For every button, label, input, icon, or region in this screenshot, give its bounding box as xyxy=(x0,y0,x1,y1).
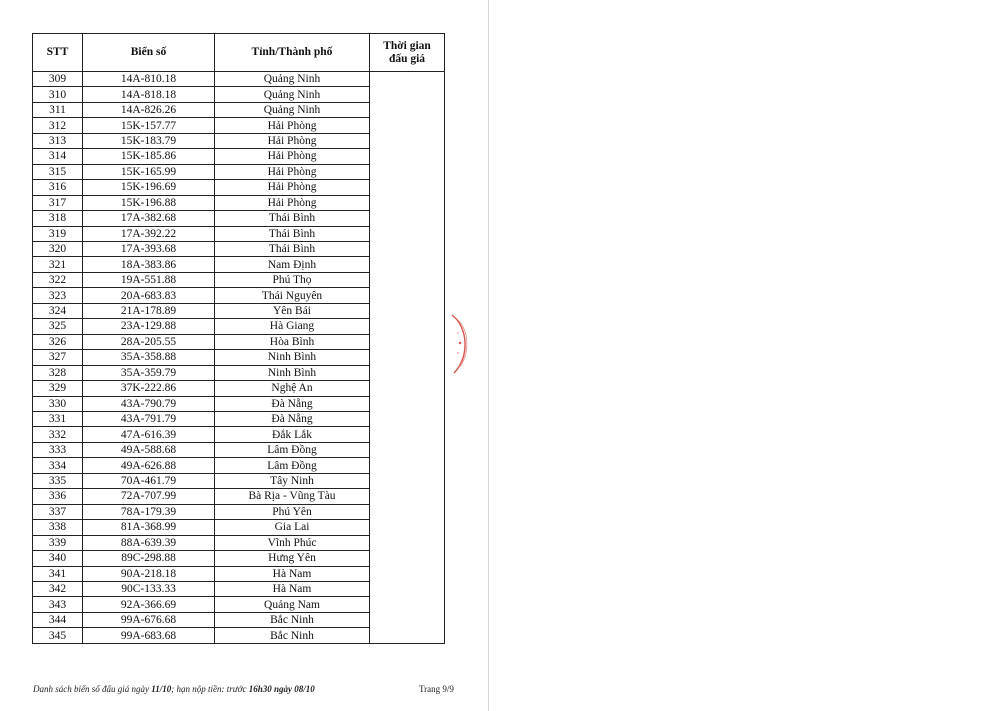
cell-stt: 327 xyxy=(33,350,83,365)
cell-auction-time xyxy=(370,241,445,256)
cell-stt: 325 xyxy=(33,319,83,334)
cell-plate: 49A-626.88 xyxy=(83,458,215,473)
cell-plate: 78A-179.39 xyxy=(83,504,215,519)
table-row xyxy=(33,442,445,457)
footer-note xyxy=(33,684,315,694)
cell-plate: 49A-588.68 xyxy=(83,442,215,457)
cell-stt: 329 xyxy=(33,381,83,396)
cell-plate: 81A-368.99 xyxy=(83,520,215,535)
cell-auction-time xyxy=(370,628,445,643)
cell-province: Quảng Ninh xyxy=(215,87,370,102)
cell-province: Hà Nam xyxy=(215,566,370,581)
footer-text-1: Danh sách biển số đấu giá ngày xyxy=(33,684,152,694)
cell-province: Hưng Yên xyxy=(215,551,370,566)
cell-auction-time xyxy=(370,551,445,566)
table-row xyxy=(33,118,445,133)
cell-province: Đà Nẵng xyxy=(215,411,370,426)
cell-plate: 70A-461.79 xyxy=(83,473,215,488)
cell-plate: 90A-218.18 xyxy=(83,566,215,581)
cell-plate: 89C-298.88 xyxy=(83,551,215,566)
cell-province: Ninh Bình xyxy=(215,365,370,380)
cell-auction-time xyxy=(370,303,445,318)
cell-province: Hà Nam xyxy=(215,581,370,596)
table-row xyxy=(33,288,445,303)
cell-stt: 334 xyxy=(33,458,83,473)
cell-auction-time xyxy=(370,581,445,596)
cell-plate: 99A-676.68 xyxy=(83,612,215,627)
cell-auction-time xyxy=(370,118,445,133)
header-stt: STT xyxy=(33,34,83,72)
cell-province: Hà Giang xyxy=(215,319,370,334)
cell-auction-time xyxy=(370,72,445,87)
cell-stt: 345 xyxy=(33,628,83,643)
table-row xyxy=(33,628,445,643)
header-time-line1: Thời gian xyxy=(383,39,431,52)
cell-stt: 313 xyxy=(33,133,83,148)
cell-stt: 317 xyxy=(33,195,83,210)
cell-province: Đắk Lắk xyxy=(215,427,370,442)
cell-province: Bắc Ninh xyxy=(215,628,370,643)
table-row xyxy=(33,226,445,241)
cell-stt: 337 xyxy=(33,504,83,519)
cell-province: Gia Lai xyxy=(215,520,370,535)
cell-stt: 321 xyxy=(33,257,83,272)
header-province: Tỉnh/Thành phố xyxy=(215,34,370,72)
red-seal-stamp-icon xyxy=(448,313,470,375)
cell-auction-time xyxy=(370,149,445,164)
cell-province: Nghệ An xyxy=(215,381,370,396)
cell-plate: 15K-165.99 xyxy=(83,164,215,179)
cell-plate: 23A-129.88 xyxy=(83,319,215,334)
table-row xyxy=(33,133,445,148)
table-row xyxy=(33,520,445,535)
table-row xyxy=(33,334,445,349)
cell-province: Quảng Ninh xyxy=(215,72,370,87)
cell-province: Hải Phòng xyxy=(215,180,370,195)
cell-auction-time xyxy=(370,520,445,535)
cell-plate: 47A-616.39 xyxy=(83,427,215,442)
cell-stt: 333 xyxy=(33,442,83,457)
cell-stt: 310 xyxy=(33,87,83,102)
table-row xyxy=(33,551,445,566)
table-row xyxy=(33,427,445,442)
table-row xyxy=(33,241,445,256)
cell-stt: 330 xyxy=(33,396,83,411)
cell-province: Tây Ninh xyxy=(215,473,370,488)
cell-province: Hòa Bình xyxy=(215,334,370,349)
table-header-row xyxy=(33,34,445,72)
table-row xyxy=(33,489,445,504)
cell-plate: 18A-383.86 xyxy=(83,257,215,272)
cell-province: Phú Yên xyxy=(215,504,370,519)
cell-province: Quảng Ninh xyxy=(215,102,370,117)
table-row xyxy=(33,303,445,318)
cell-stt: 320 xyxy=(33,241,83,256)
cell-plate: 43A-791.79 xyxy=(83,411,215,426)
table-row xyxy=(33,381,445,396)
table-row xyxy=(33,180,445,195)
table-row xyxy=(33,257,445,272)
cell-province: Lâm Đồng xyxy=(215,442,370,457)
cell-stt: 336 xyxy=(33,489,83,504)
cell-province: Đà Nẵng xyxy=(215,396,370,411)
cell-plate: 21A-178.89 xyxy=(83,303,215,318)
cell-auction-time xyxy=(370,226,445,241)
cell-stt: 309 xyxy=(33,72,83,87)
cell-stt: 314 xyxy=(33,149,83,164)
table-row xyxy=(33,535,445,550)
cell-stt: 316 xyxy=(33,180,83,195)
cell-auction-time xyxy=(370,365,445,380)
cell-stt: 323 xyxy=(33,288,83,303)
cell-auction-time xyxy=(370,489,445,504)
cell-province: Hải Phòng xyxy=(215,118,370,133)
cell-stt: 311 xyxy=(33,102,83,117)
table-row xyxy=(33,350,445,365)
cell-stt: 339 xyxy=(33,535,83,550)
footer-text-2: ; hạn nộp tiền: trước xyxy=(171,684,249,694)
cell-province: Hải Phòng xyxy=(215,133,370,148)
cell-plate: 17A-393.68 xyxy=(83,241,215,256)
cell-auction-time xyxy=(370,164,445,179)
cell-plate: 14A-810.18 xyxy=(83,72,215,87)
cell-auction-time xyxy=(370,180,445,195)
table-row xyxy=(33,195,445,210)
page-number: Trang 9/9 xyxy=(419,684,454,694)
cell-plate: 15K-196.69 xyxy=(83,180,215,195)
cell-auction-time xyxy=(370,381,445,396)
cell-plate: 99A-683.68 xyxy=(83,628,215,643)
header-auction-time xyxy=(370,34,445,72)
cell-stt: 322 xyxy=(33,272,83,287)
cell-stt: 315 xyxy=(33,164,83,179)
cell-auction-time xyxy=(370,272,445,287)
cell-province: Yên Bái xyxy=(215,303,370,318)
cell-plate: 14A-826.26 xyxy=(83,102,215,117)
cell-plate: 88A-639.39 xyxy=(83,535,215,550)
cell-plate: 35A-359.79 xyxy=(83,365,215,380)
table-row xyxy=(33,365,445,380)
cell-auction-time xyxy=(370,133,445,148)
cell-stt: 319 xyxy=(33,226,83,241)
cell-plate: 17A-382.68 xyxy=(83,211,215,226)
cell-auction-time xyxy=(370,257,445,272)
cell-auction-time xyxy=(370,411,445,426)
table-row xyxy=(33,566,445,581)
cell-stt: 326 xyxy=(33,334,83,349)
cell-province: Bắc Ninh xyxy=(215,612,370,627)
cell-auction-time xyxy=(370,319,445,334)
cell-stt: 318 xyxy=(33,211,83,226)
cell-province: Quảng Nam xyxy=(215,597,370,612)
plate-auction-table xyxy=(32,33,445,644)
cell-plate: 17A-392.22 xyxy=(83,226,215,241)
footer-payment-deadline: 16h30 ngày 08/10 xyxy=(248,684,315,694)
cell-stt: 343 xyxy=(33,597,83,612)
table-row xyxy=(33,72,445,87)
cell-auction-time xyxy=(370,612,445,627)
cell-auction-time xyxy=(370,597,445,612)
cell-province: Phú Thọ xyxy=(215,272,370,287)
cell-auction-time xyxy=(370,87,445,102)
cell-auction-time xyxy=(370,473,445,488)
cell-auction-time xyxy=(370,535,445,550)
table-body xyxy=(33,72,445,644)
cell-plate: 19A-551.88 xyxy=(83,272,215,287)
cell-plate: 92A-366.69 xyxy=(83,597,215,612)
cell-auction-time xyxy=(370,288,445,303)
cell-province: Lâm Đồng xyxy=(215,458,370,473)
cell-stt: 324 xyxy=(33,303,83,318)
cell-plate: 20A-683.83 xyxy=(83,288,215,303)
table-row xyxy=(33,272,445,287)
cell-stt: 340 xyxy=(33,551,83,566)
cell-stt: 341 xyxy=(33,566,83,581)
cell-province: Thái Bình xyxy=(215,211,370,226)
cell-stt: 332 xyxy=(33,427,83,442)
table-row xyxy=(33,87,445,102)
cell-stt: 312 xyxy=(33,118,83,133)
cell-auction-time xyxy=(370,102,445,117)
cell-plate: 90C-133.33 xyxy=(83,581,215,596)
cell-plate: 37K-222.86 xyxy=(83,381,215,396)
cell-auction-time xyxy=(370,396,445,411)
cell-province: Hải Phòng xyxy=(215,195,370,210)
table-row xyxy=(33,149,445,164)
cell-plate: 72A-707.99 xyxy=(83,489,215,504)
cell-auction-time xyxy=(370,195,445,210)
cell-plate: 15K-157.77 xyxy=(83,118,215,133)
cell-auction-time xyxy=(370,442,445,457)
table-row xyxy=(33,504,445,519)
cell-province: Thái Nguyên xyxy=(215,288,370,303)
table-row xyxy=(33,612,445,627)
table-row xyxy=(33,164,445,179)
cell-auction-time xyxy=(370,427,445,442)
cell-plate: 35A-358.88 xyxy=(83,350,215,365)
cell-auction-time xyxy=(370,458,445,473)
cell-auction-time xyxy=(370,566,445,581)
cell-stt: 335 xyxy=(33,473,83,488)
cell-province: Thái Bình xyxy=(215,226,370,241)
cell-plate: 15K-185.86 xyxy=(83,149,215,164)
cell-auction-time xyxy=(370,504,445,519)
cell-stt: 328 xyxy=(33,365,83,380)
cell-province: Ninh Bình xyxy=(215,350,370,365)
page-edge-divider xyxy=(488,0,489,711)
header-plate: Biển số xyxy=(83,34,215,72)
cell-stt: 331 xyxy=(33,411,83,426)
cell-stt: 338 xyxy=(33,520,83,535)
cell-plate: 15K-183.79 xyxy=(83,133,215,148)
cell-stt: 342 xyxy=(33,581,83,596)
cell-province: Vĩnh Phúc xyxy=(215,535,370,550)
table-row xyxy=(33,581,445,596)
cell-auction-time xyxy=(370,211,445,226)
table-row xyxy=(33,458,445,473)
cell-province: Bà Rịa - Vũng Tàu xyxy=(215,489,370,504)
cell-plate: 28A-205.55 xyxy=(83,334,215,349)
cell-province: Hải Phòng xyxy=(215,164,370,179)
footer-auction-date: 11/10 xyxy=(151,684,172,694)
cell-stt: 344 xyxy=(33,612,83,627)
cell-plate: 43A-790.79 xyxy=(83,396,215,411)
cell-plate: 15K-196.88 xyxy=(83,195,215,210)
cell-auction-time xyxy=(370,334,445,349)
table-row xyxy=(33,102,445,117)
cell-plate: 14A-818.18 xyxy=(83,87,215,102)
cell-auction-time xyxy=(370,350,445,365)
cell-province: Hải Phòng xyxy=(215,149,370,164)
table-row xyxy=(33,396,445,411)
table-row xyxy=(33,473,445,488)
table-row xyxy=(33,211,445,226)
cell-province: Nam Định xyxy=(215,257,370,272)
table-row xyxy=(33,411,445,426)
table-row xyxy=(33,597,445,612)
header-time-line2: đấu giá xyxy=(388,52,426,65)
table-row xyxy=(33,319,445,334)
cell-province: Thái Bình xyxy=(215,241,370,256)
